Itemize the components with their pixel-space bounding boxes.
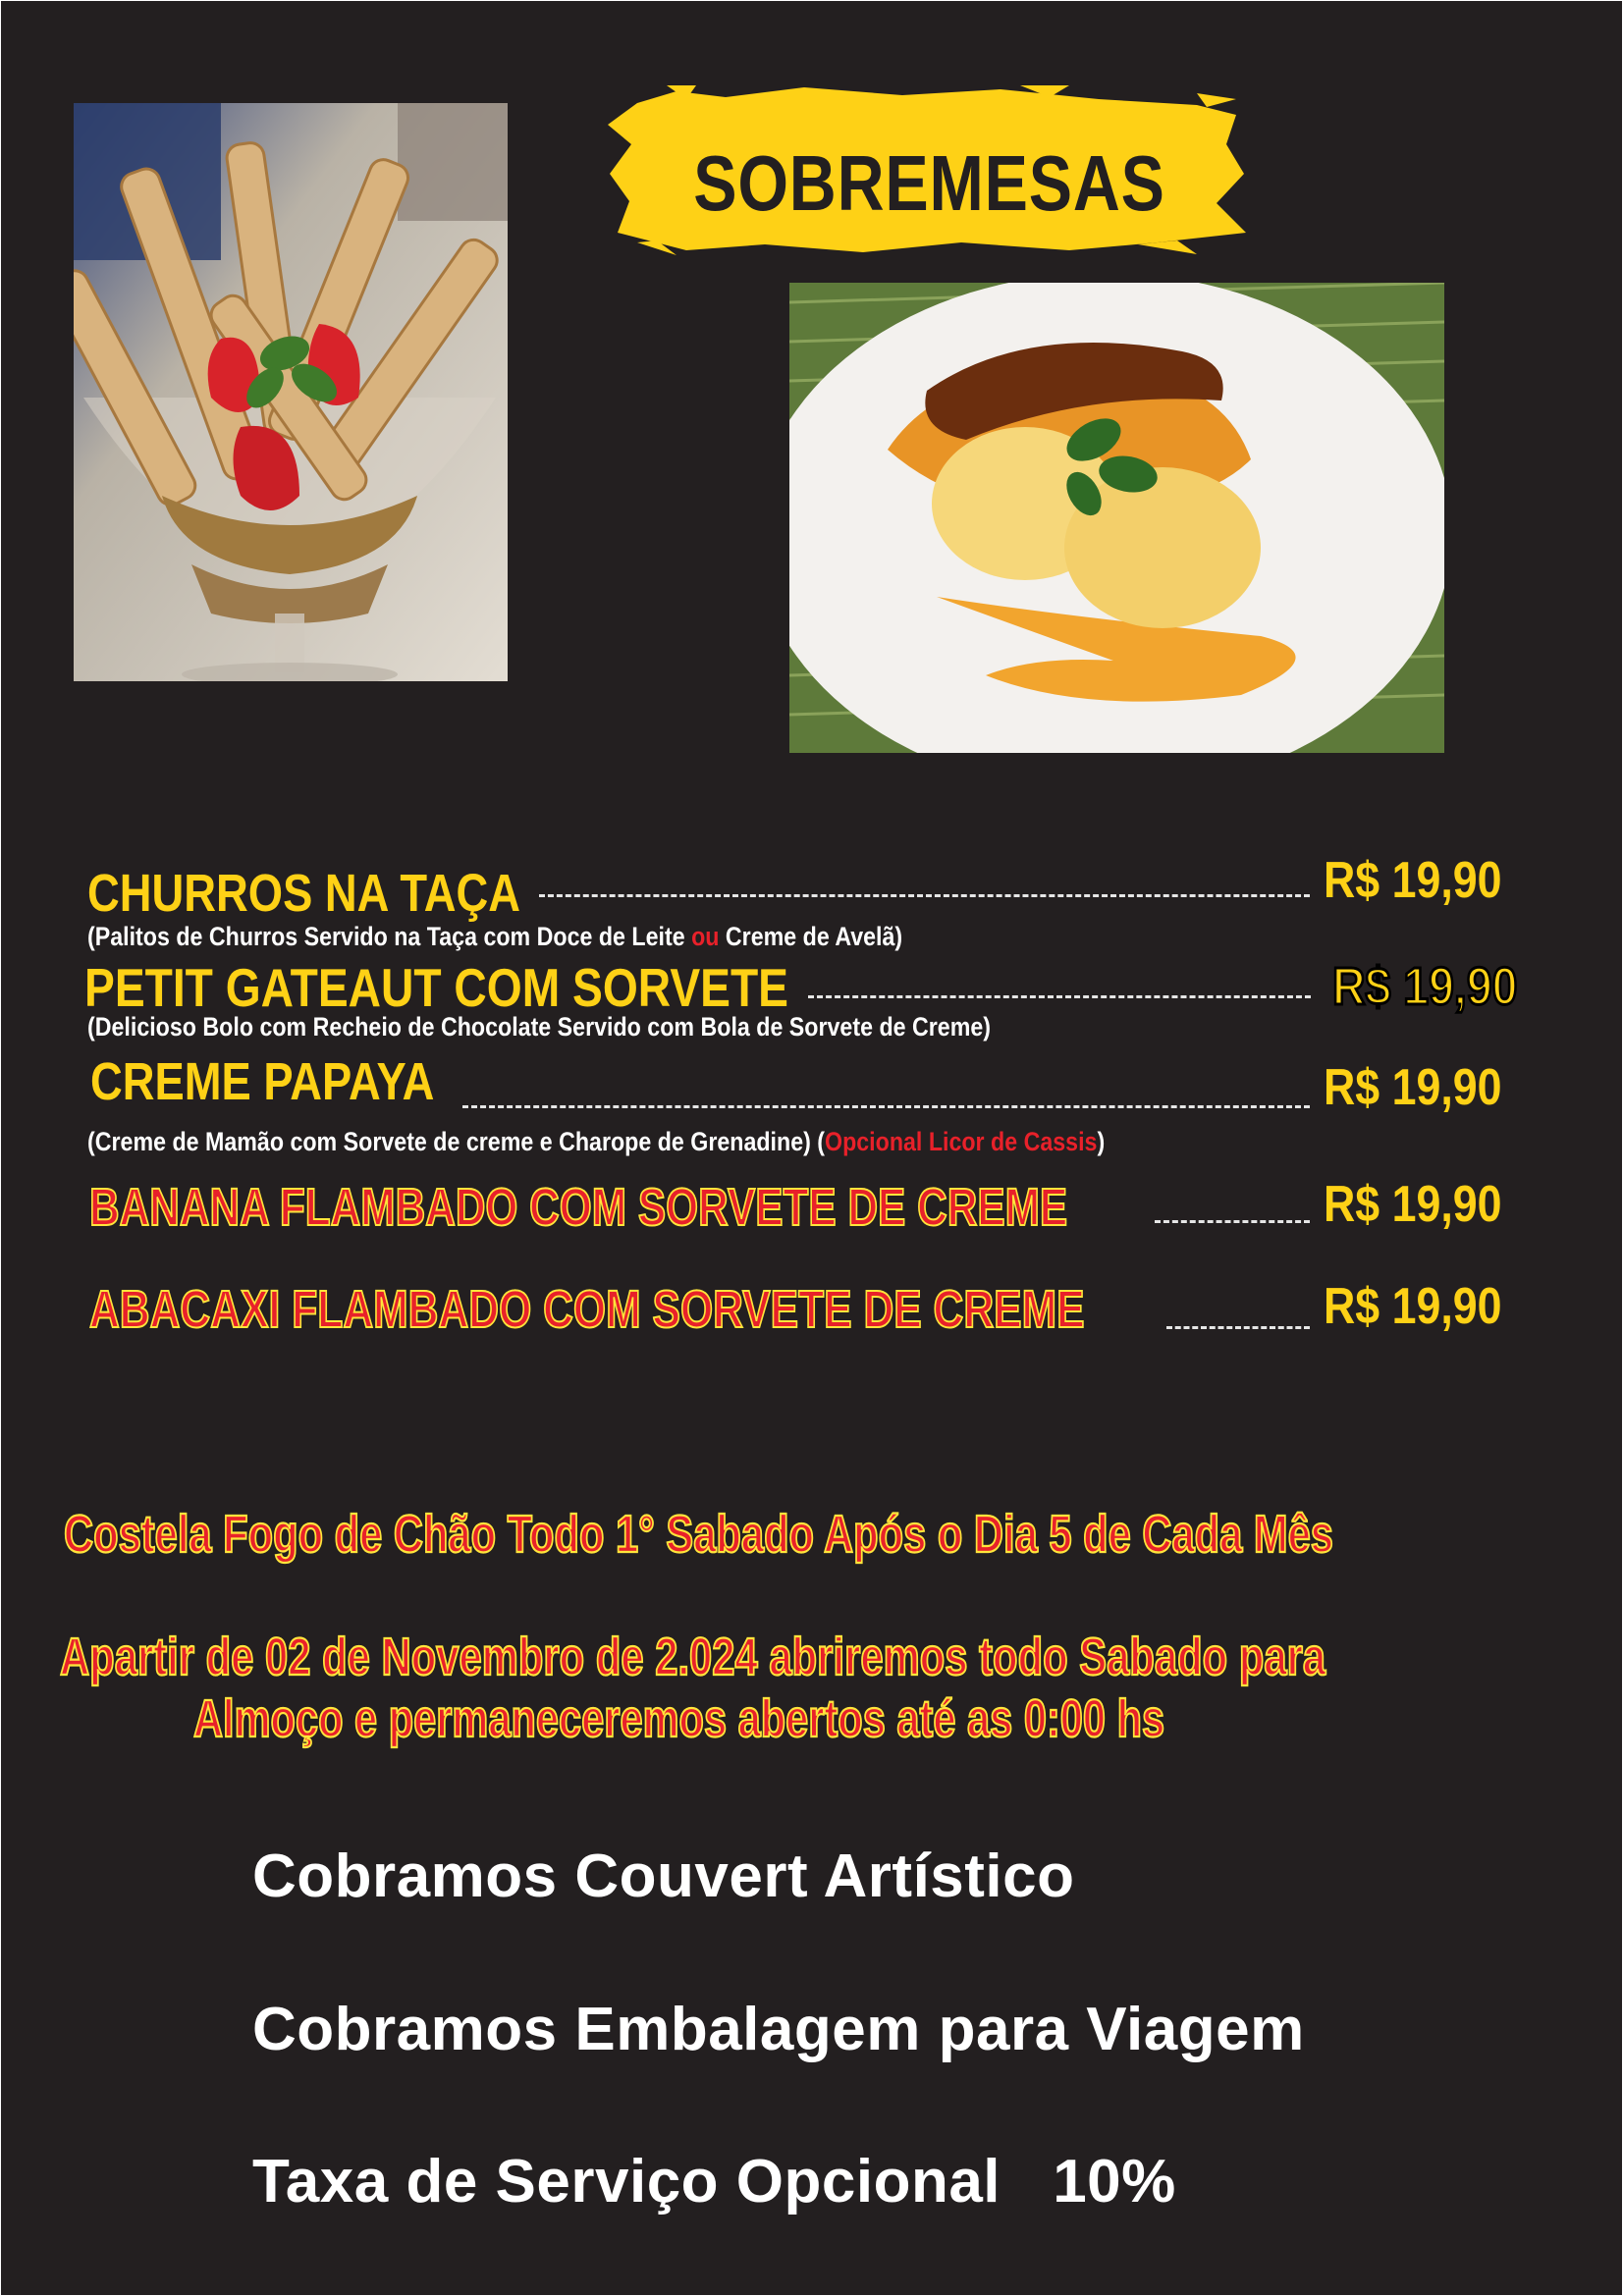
item-name: BANANA FLAMBADO COM SORVETE DE CREME: [89, 1178, 1068, 1237]
item-description: (Delicioso Bolo com Recheio de Chocolate Servido com Bola de Sorvete de Creme): [87, 1012, 992, 1041]
title-banner: [608, 85, 1251, 255]
service-fee-notice: Taxa de Serviço Opcional 10%: [252, 2148, 1176, 2216]
item-price: R$ 19,90: [1324, 1278, 1502, 1335]
item-price: R$ 19,90: [1324, 852, 1502, 909]
item-name: CREME PAPAYA: [90, 1052, 435, 1111]
opening-announcement-line1: Apartir de 02 de Novembro de 2.024 abriremos todo Sabado para: [60, 1628, 1326, 1686]
item-price: R$ 19,90: [1332, 957, 1518, 1016]
item-description: (Creme de Mamão com Sorvete de creme e Charope de Grenadine) (Opcional Licor de Cassis): [87, 1127, 1106, 1156]
dotted-leader: [539, 894, 1310, 897]
dotted-leader: [462, 1105, 1310, 1108]
banana-flambe-photo: [789, 283, 1444, 753]
dotted-leader: [808, 995, 1311, 998]
opening-announcement-line2: Almoço e permaneceremos abertos até as 0:00 hs: [193, 1689, 1165, 1748]
couvert-notice: Cobramos Couvert Artístico: [252, 1842, 1075, 1910]
page-title: SOBREMESAS: [693, 139, 1165, 227]
dotted-leader: [1166, 1326, 1310, 1329]
item-name: ABACAXI FLAMBADO COM SORVETE DE CREME: [89, 1280, 1085, 1339]
item-price: R$ 19,90: [1324, 1059, 1502, 1116]
churros-illustration: [74, 103, 508, 681]
item-description: (Palitos de Churros Servido na Taça com Doce de Leite ou Creme de Avelã): [87, 922, 903, 951]
costela-announcement: Costela Fogo de Chão Todo 1° Sabado Após o Dia 5 de Cada Mês: [64, 1505, 1333, 1564]
item-name: PETIT GATEAUT COM SORVETE: [84, 957, 789, 1018]
packaging-notice: Cobramos Embalagem para Viagem: [252, 1996, 1305, 2063]
banana-flambe-illustration: [789, 283, 1444, 753]
item-name: CHURROS NA TAÇA: [87, 864, 520, 923]
churros-photo: [74, 103, 508, 681]
menu-page: [1, 1, 1622, 2295]
dotted-leader: [1155, 1220, 1310, 1223]
item-price: R$ 19,90: [1324, 1176, 1502, 1233]
